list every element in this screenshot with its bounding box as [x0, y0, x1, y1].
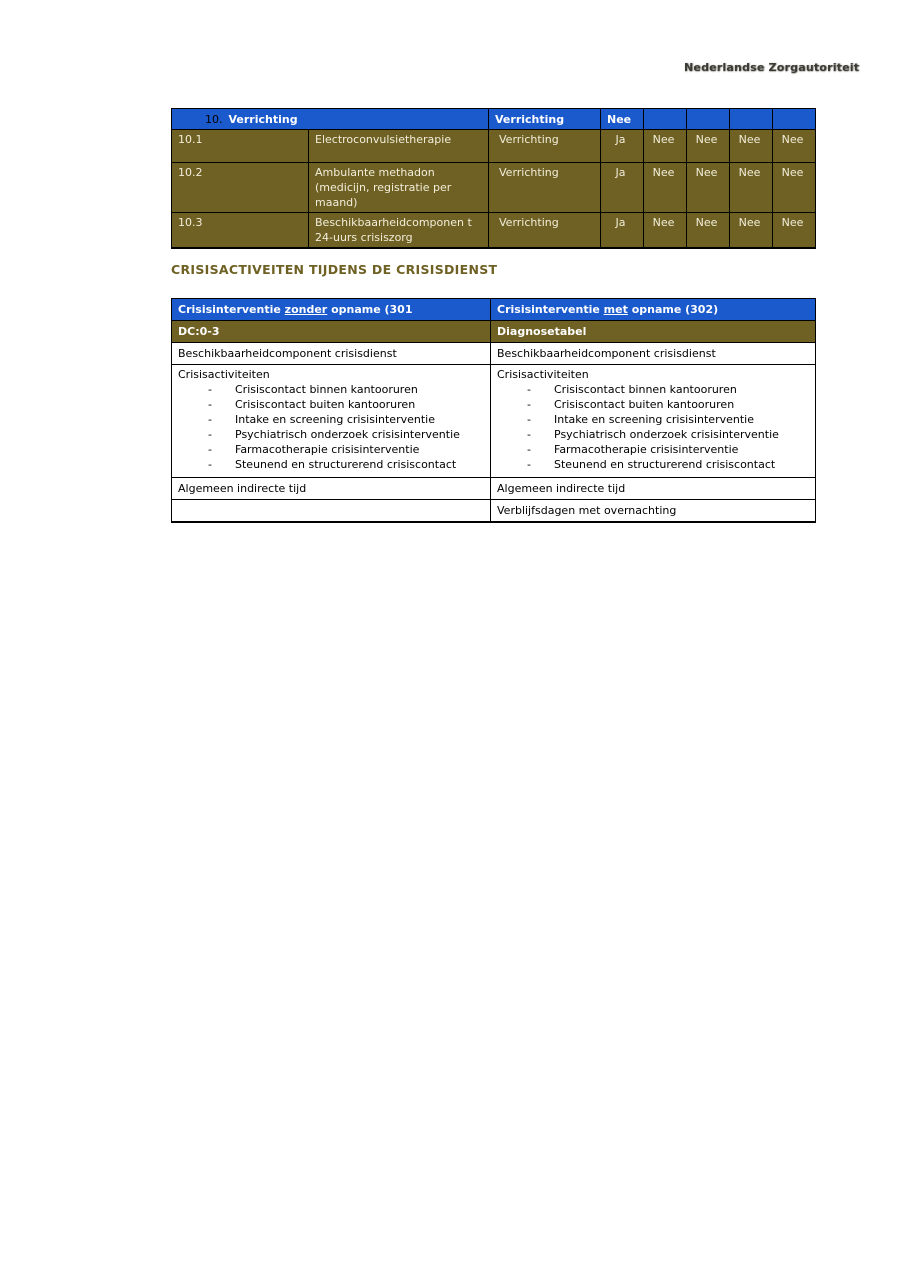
header-text: Crisisinterventie [178, 303, 285, 316]
dash-bullet: - [527, 443, 531, 456]
subheader-diagnosetabel: Diagnosetabel [491, 321, 816, 343]
list-item [178, 427, 484, 442]
availability-cell: Beschikbaarheidcomponent crisisdienst [172, 343, 491, 365]
activities-cell [491, 365, 816, 478]
row-nee: Nee [730, 130, 773, 163]
indirect-time-cell: Algemeen indirecte tijd [172, 478, 491, 500]
list-item-text: Crisiscontact buiten kantooruren [235, 398, 416, 411]
list-item-text: Steunend en structurerend crisiscontact [235, 458, 457, 471]
row-nee: Nee [687, 130, 730, 163]
row-description: Ambulante methadon (medicijn, registratie per maand) [309, 163, 489, 213]
row-description: Beschikbaarheidcomponen t 24-uurs crisiszorg [309, 213, 489, 249]
subheader-row [172, 321, 816, 343]
extra-cell-verblijfsdagen: Verblijfsdagen met overnachting [491, 500, 816, 522]
header-text: opname (302) [627, 303, 719, 316]
header-cell-main [172, 109, 489, 130]
list-item-text: Psychiatrisch onderzoek crisisinterventie [235, 428, 460, 441]
availability-cell: Beschikbaarheidcomponent crisisdienst [491, 343, 816, 365]
list-item-text: Intake en screening crisisinterventie [235, 413, 435, 426]
list-item-text: Crisiscontact binnen kantooruren [554, 383, 737, 396]
row-nee: Nee [773, 130, 816, 163]
dash-bullet: - [527, 413, 531, 426]
list-item-text: Psychiatrisch onderzoek crisisinterventie [554, 428, 779, 441]
section-heading: CRISISACTIVEITEN TIJDENS DE CRISISDIENST [171, 262, 498, 277]
dash-bullet: - [527, 383, 531, 396]
list-item [497, 412, 809, 427]
list-item [497, 442, 809, 457]
dash-bullet: - [208, 398, 212, 411]
row-ja: Ja [601, 213, 644, 249]
row-category: Verrichting [489, 163, 601, 213]
extra-row [172, 500, 816, 522]
header-number: 10. [205, 112, 223, 126]
dash-bullet: - [208, 428, 212, 441]
header-cell-zonder-opname [172, 299, 491, 321]
list-item [178, 457, 484, 472]
row-nee: Nee [773, 163, 816, 213]
verrichting-table [171, 108, 816, 249]
activities-cell [172, 365, 491, 478]
list-item-text: Farmacotherapie crisisinterventie [235, 443, 420, 456]
table-row [172, 163, 816, 213]
list-item-text: Intake en screening crisisinterventie [554, 413, 754, 426]
header-cell-empty [773, 109, 816, 130]
list-item [497, 397, 809, 412]
table-row [172, 213, 816, 249]
header-underlined-word: met [603, 303, 628, 316]
list-item-text: Crisiscontact binnen kantooruren [235, 383, 418, 396]
verrichting-table-header [172, 109, 816, 130]
list-item [497, 427, 809, 442]
dash-bullet: - [208, 383, 212, 396]
row-nee: Nee [773, 213, 816, 249]
activities-row [172, 365, 816, 478]
list-item-text: Steunend en structurerend crisiscontact [554, 458, 776, 471]
header-underlined-word: zonder [284, 303, 328, 316]
nza-logo: Nederlandse Zorgautoriteit [684, 61, 860, 74]
row-nee: Nee [644, 130, 687, 163]
list-item-text: Farmacotherapie crisisinterventie [554, 443, 739, 456]
activities-title: Crisisactiviteiten [497, 368, 589, 381]
crisis-table-header [172, 299, 816, 321]
row-ja: Ja [601, 163, 644, 213]
dash-bullet: - [208, 458, 212, 471]
list-item [178, 382, 484, 397]
activities-title: Crisisactiviteiten [178, 368, 270, 381]
dash-bullet: - [527, 428, 531, 441]
dash-bullet: - [208, 413, 212, 426]
header-cell-met-opname [491, 299, 816, 321]
header-title: Verrichting [228, 112, 298, 126]
list-item [497, 382, 809, 397]
header-cell-nee: Nee [601, 109, 644, 130]
indirect-time-row [172, 478, 816, 500]
availability-row [172, 343, 816, 365]
row-nee: Nee [730, 163, 773, 213]
row-code: 10.2 [172, 163, 309, 213]
subheader-dc: DC:0-3 [172, 321, 491, 343]
row-code: 10.3 [172, 213, 309, 249]
list-item [178, 412, 484, 427]
list-item [497, 457, 809, 472]
list-item [178, 397, 484, 412]
header-cell-empty [730, 109, 773, 130]
extra-cell-empty [172, 500, 491, 522]
dash-bullet: - [527, 458, 531, 471]
row-category: Verrichting [489, 130, 601, 163]
row-nee: Nee [687, 213, 730, 249]
list-item-text: Crisiscontact buiten kantooruren [554, 398, 735, 411]
table-row [172, 130, 816, 163]
row-category: Verrichting [489, 213, 601, 249]
header-cell-empty [687, 109, 730, 130]
row-code: 10.1 [172, 130, 309, 163]
header-text: opname (301 [327, 303, 413, 316]
header-cell-empty [644, 109, 687, 130]
header-text: Crisisinterventie [497, 303, 604, 316]
dash-bullet: - [208, 443, 212, 456]
crisisdienst-table [171, 298, 816, 523]
list-item [178, 442, 484, 457]
row-ja: Ja [601, 130, 644, 163]
row-nee: Nee [644, 213, 687, 249]
row-nee: Nee [644, 163, 687, 213]
row-nee: Nee [687, 163, 730, 213]
header-cell-verrichting: Verrichting [489, 109, 601, 130]
indirect-time-cell: Algemeen indirecte tijd [491, 478, 816, 500]
row-nee: Nee [730, 213, 773, 249]
dash-bullet: - [527, 398, 531, 411]
row-description: Electroconvulsietherapie [309, 130, 489, 163]
